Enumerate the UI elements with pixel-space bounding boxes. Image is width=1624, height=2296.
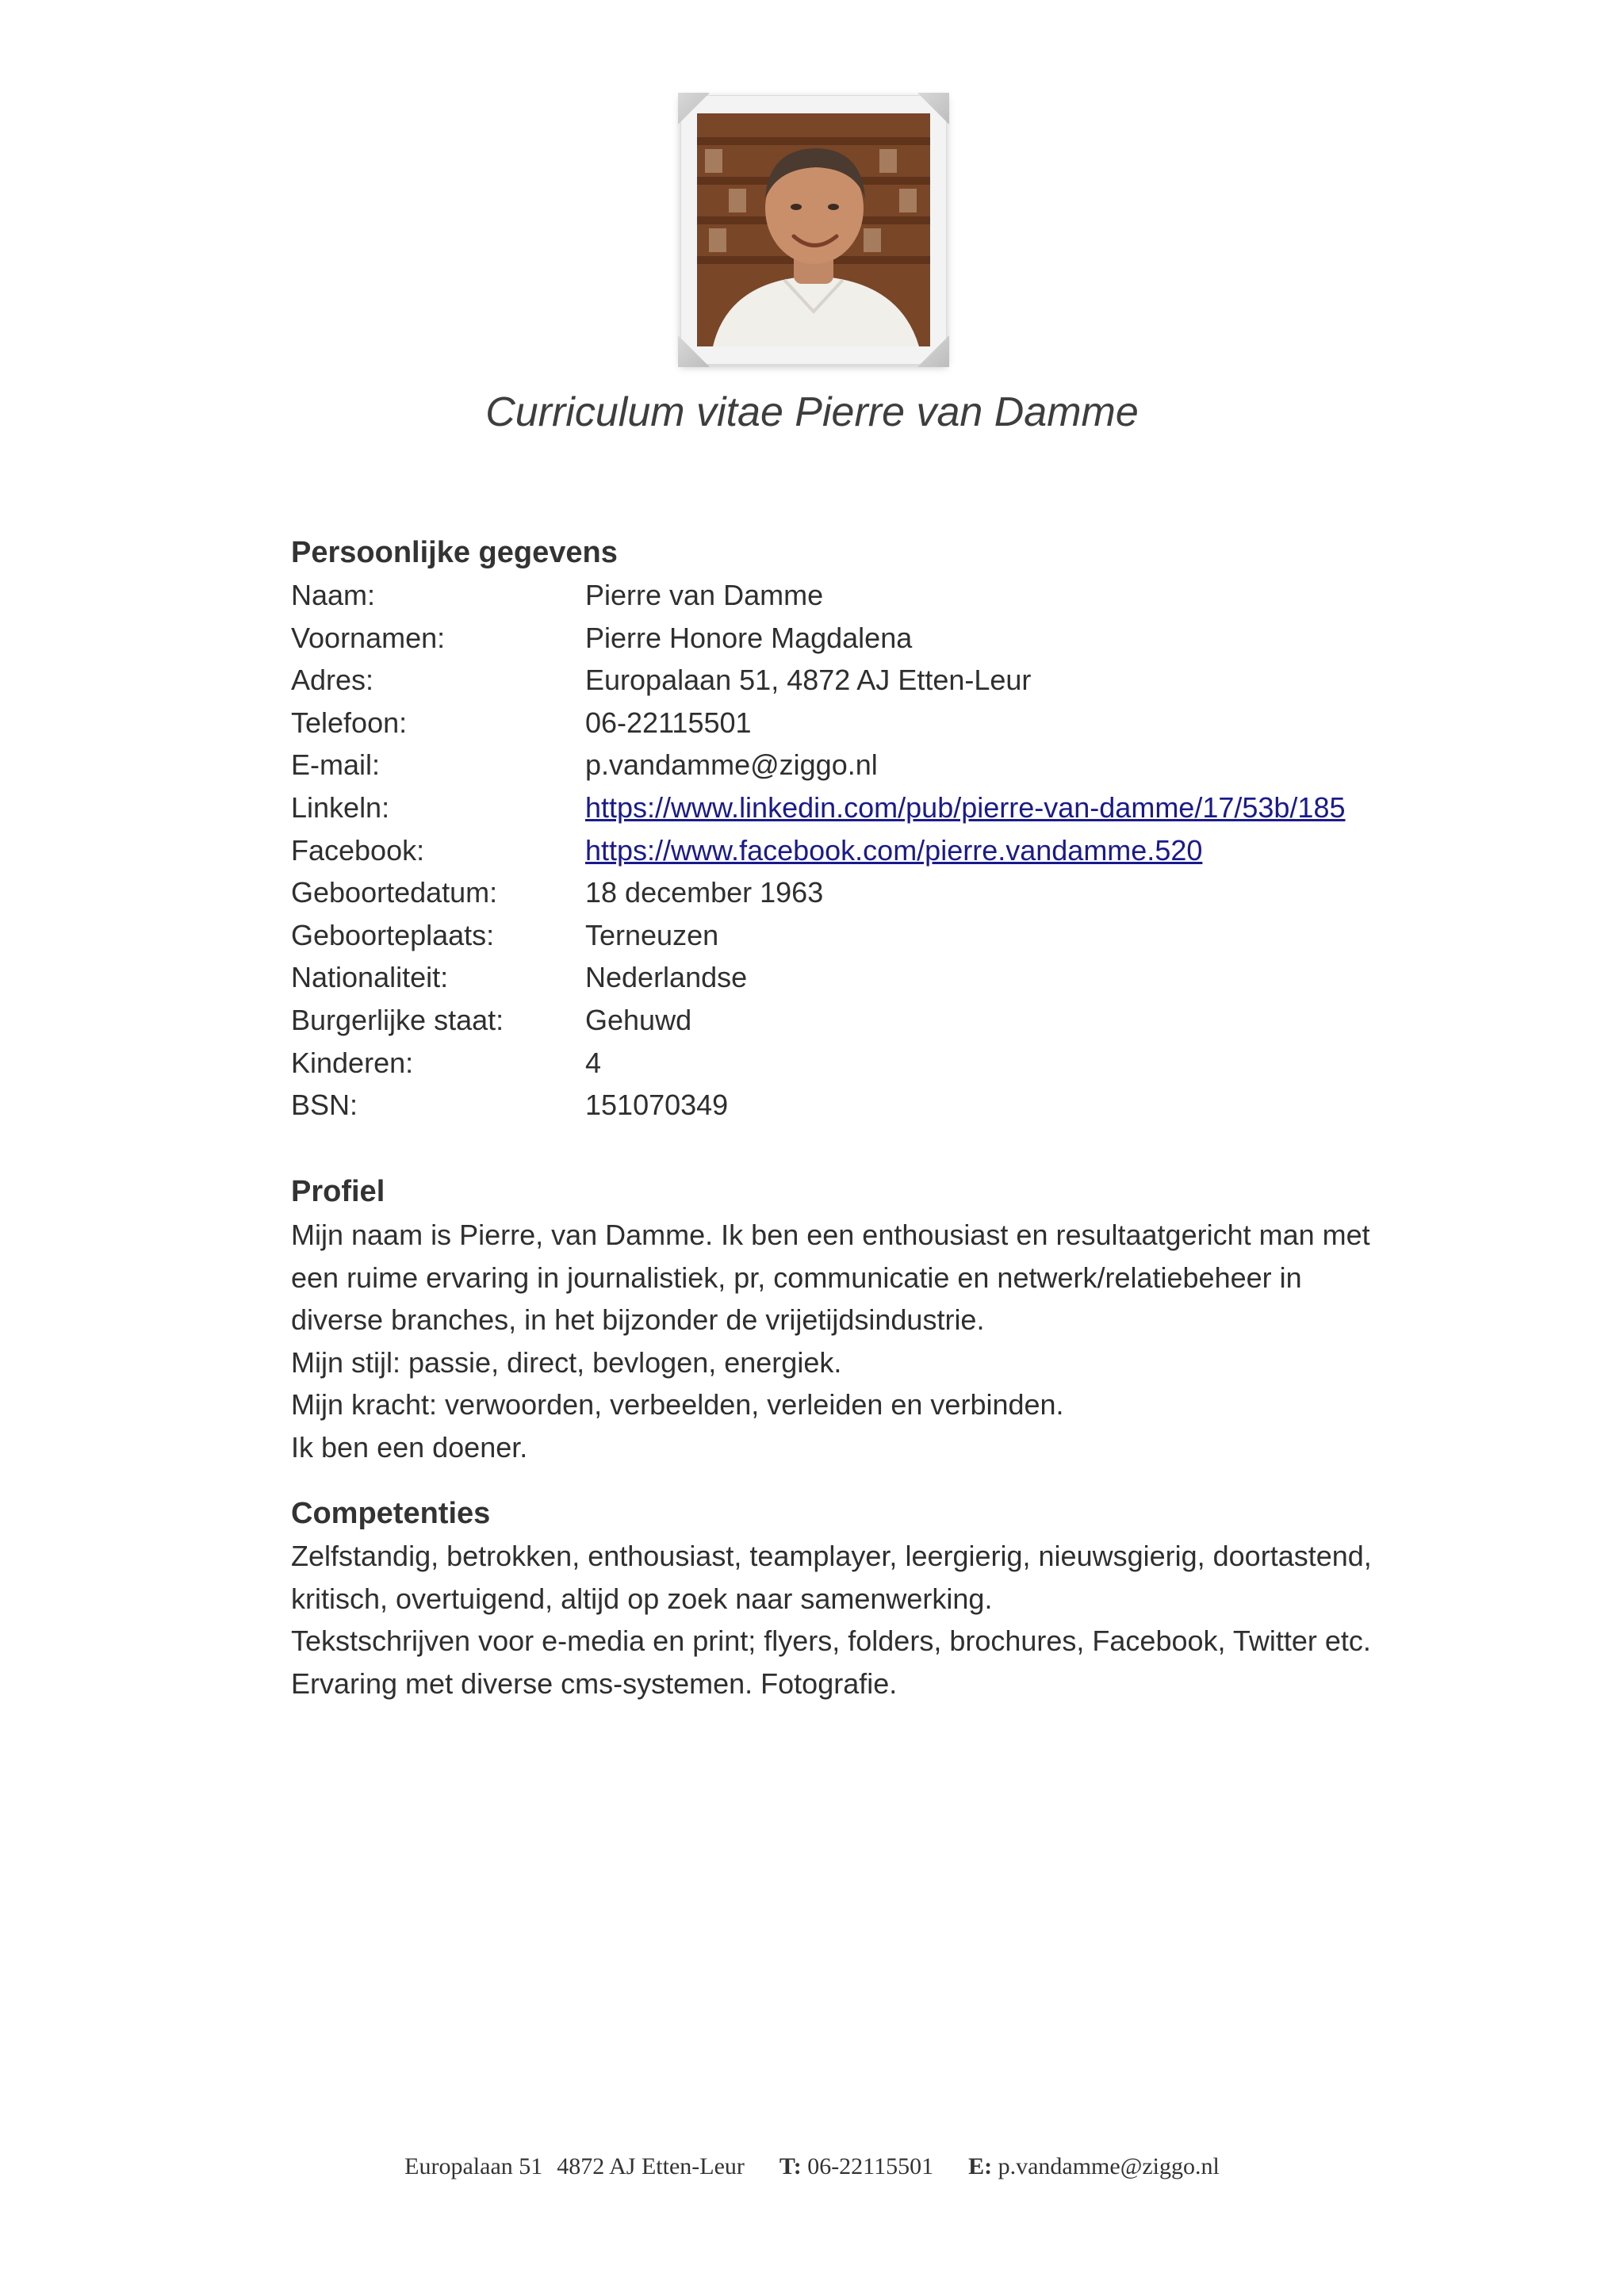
footer-phone: 06-22115501 — [807, 2153, 934, 2179]
row-value: Nederlandse — [585, 961, 748, 993]
row-label: Kinderen: — [291, 1047, 414, 1079]
competences-line: kritisch, overtuigend, altijd op zoek naar samenwerking. — [291, 1582, 993, 1615]
footer-contact — [0, 2153, 1624, 2180]
row-value: Gehuwd — [585, 1004, 692, 1036]
profile-line: Mijn kracht: verwoorden, verbeelden, verleiden en verbinden. — [291, 1388, 1064, 1421]
competences-line: Zelfstandig, betrokken, enthousiast, teamplayer, leergierig, nieuwsgierig, doortastend, — [291, 1540, 1372, 1572]
row-label: Voornamen: — [291, 622, 446, 654]
row-value: Europalaan 51, 4872 AJ Etten-Leur — [585, 664, 1032, 696]
row-label: Nationaliteit: — [291, 961, 449, 993]
footer-email: p.vandamme@ziggo.nl — [998, 2153, 1220, 2179]
profile-line: Ik ben een doener. — [291, 1431, 528, 1464]
footer-street: Europalaan 51 — [404, 2153, 543, 2179]
row-value: Pierre Honore Magdalena — [585, 622, 913, 654]
section-heading-personal: Persoonlijke gegevens — [291, 536, 618, 569]
row-label: Burgerlijke staat: — [291, 1004, 504, 1036]
row-value: p.vandamme@ziggo.nl — [585, 748, 878, 781]
linkedin-link[interactable]: https://www.linkedin.com/pub/pierre-van-damme/17/53b/185 — [585, 791, 1346, 824]
profile-photo-frame — [680, 95, 947, 365]
row-value: 06-22115501 — [585, 706, 752, 739]
row-label: E-mail: — [291, 748, 381, 781]
section-heading-profile: Profiel — [291, 1175, 385, 1208]
row-value: 151070349 — [585, 1089, 729, 1121]
row-label: Telefoon: — [291, 706, 408, 739]
footer-email-label: E: — [968, 2153, 993, 2179]
profile-line: diverse branches, in het bijzonder de vrijetijdsindustrie. — [291, 1303, 985, 1336]
row-label: Facebook: — [291, 834, 425, 867]
row-value: 4 — [585, 1047, 602, 1079]
row-value: Pierre van Damme — [585, 579, 824, 611]
row-label: Naam: — [291, 579, 376, 611]
row-label: Geboortedatum: — [291, 876, 498, 909]
profile-line: Mijn stijl: passie, direct, bevlogen, energiek. — [291, 1346, 842, 1379]
page-title: Curriculum vitae Pierre van Damme — [485, 389, 1139, 435]
row-value: Terneuzen — [585, 919, 719, 951]
row-label: Adres: — [291, 664, 374, 696]
row-value: 18 december 1963 — [585, 876, 824, 909]
profile-photo — [697, 113, 930, 346]
competences-line: Tekstschrijven voor e-media en print; flyers, folders, brochures, Facebook, Twitter etc. — [291, 1624, 1371, 1657]
row-label: Geboorteplaats: — [291, 919, 495, 951]
row-label: Linkeln: — [291, 791, 390, 824]
section-heading-competences: Competenties — [291, 1497, 491, 1530]
portrait-illustration — [697, 113, 930, 346]
row-label: BSN: — [291, 1089, 358, 1121]
footer-city: 4872 AJ Etten-Leur — [557, 2153, 745, 2179]
competences-line: Ervaring met diverse cms-systemen. Fotografie. — [291, 1667, 898, 1700]
profile-line: een ruime ervaring in journalistiek, pr, communicatie en netwerk/relatiebeheer in — [291, 1261, 1302, 1294]
profile-line: Mijn naam is Pierre, van Damme. Ik ben een enthousiast en resultaatgericht man met — [291, 1219, 1370, 1251]
facebook-link[interactable]: https://www.facebook.com/pierre.vandamme.520 — [585, 834, 1203, 867]
footer-phone-label: T: — [779, 2153, 802, 2179]
